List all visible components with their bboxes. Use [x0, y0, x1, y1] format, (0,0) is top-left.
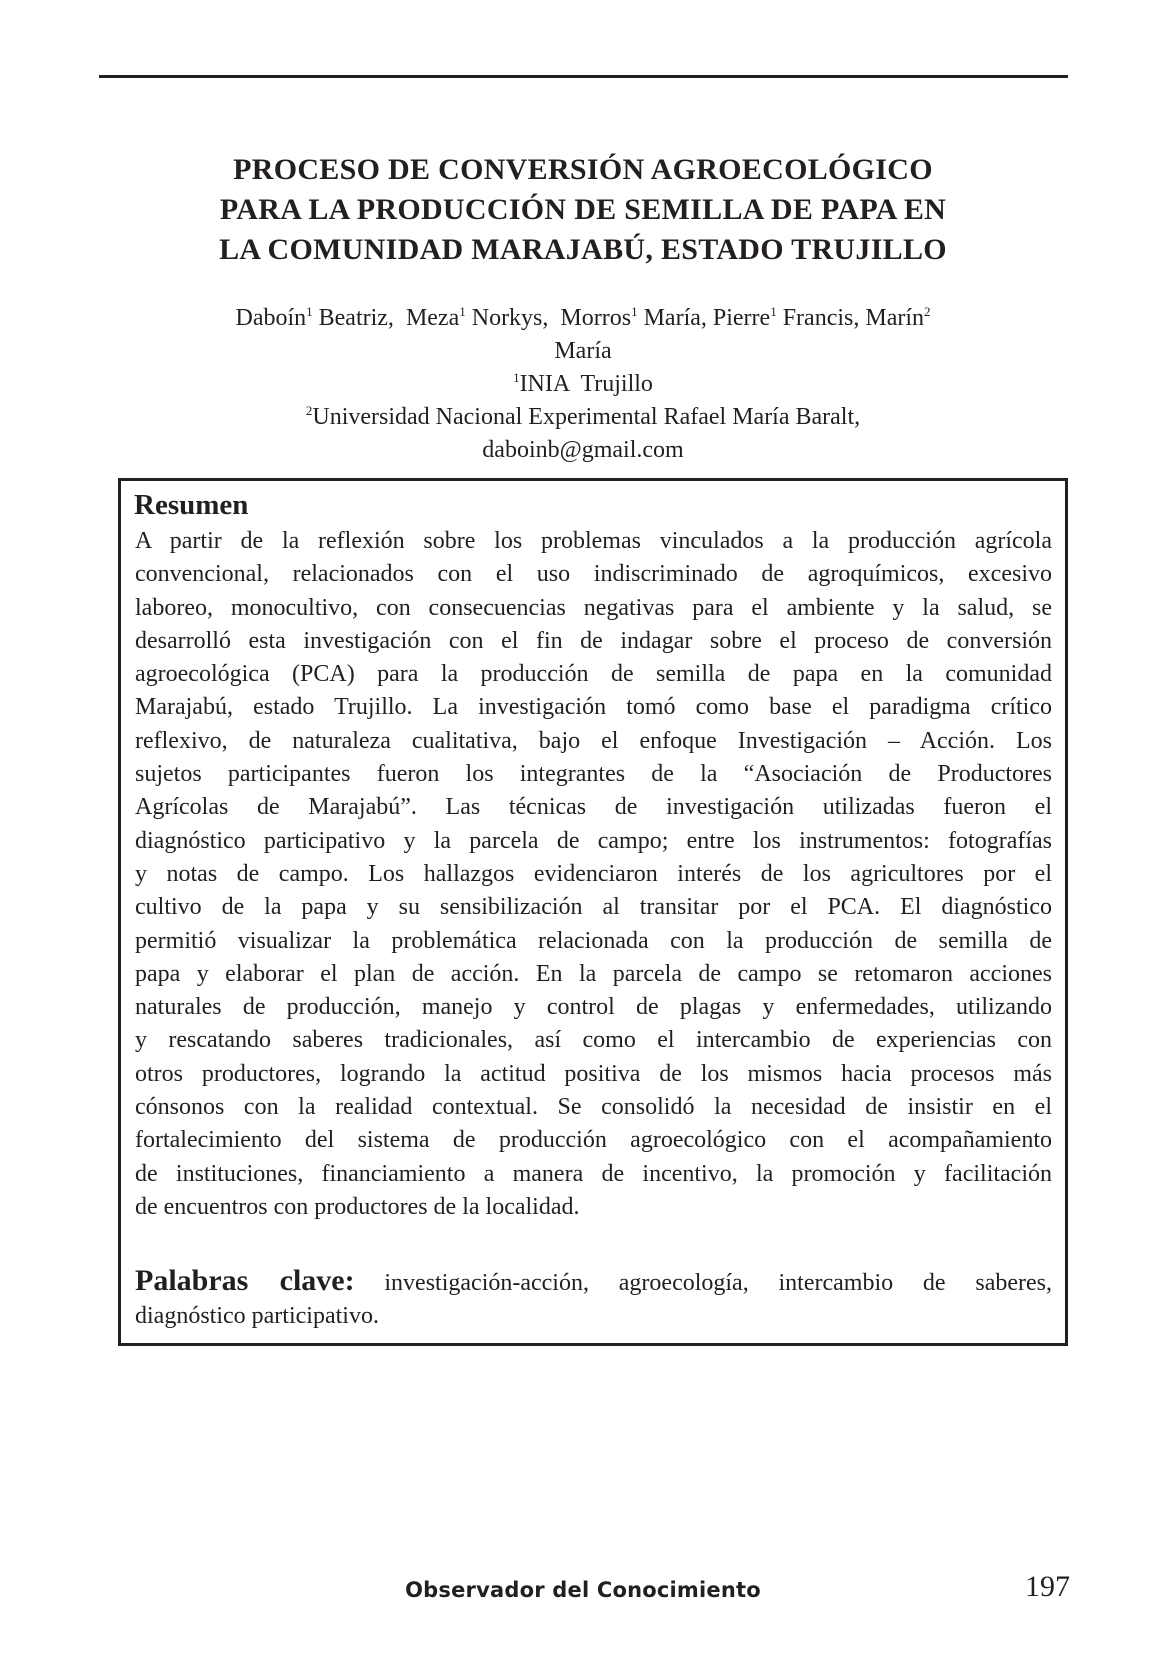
- title-line: LA COMUNIDAD MARAJABÚ, ESTADO TRUJILLO: [219, 233, 947, 266]
- abstract-line: A partir de la reflexión sobre los problemas vinculados a la producción agrícola: [135, 528, 1052, 554]
- abstract-line: Marajabú, estado Trujillo. La investigación tomó como base el paradigma crítico: [135, 694, 1052, 721]
- author-given-name: María: [554, 338, 612, 364]
- abstract-line: cultivo de la papa y su sensibilización al transitar por el PCA. El diagnóstico: [135, 894, 1052, 921]
- abstract-line: permitió visualizar la problemática relacionada con la producción de semilla de: [135, 927, 1052, 954]
- abstract-line: fortalecimiento del sistema de producción agroecológico con el acompañamiento: [135, 1127, 1052, 1154]
- keywords-line: diagnóstico participativo.: [135, 1303, 379, 1329]
- author-surname: Daboín: [235, 305, 307, 331]
- abstract-line: Agrícolas de Marajabú”. Las técnicas de investigación utilizadas fueron el: [135, 794, 1052, 821]
- abstract-line: diagnóstico participativo y la parcela de campo; entre los instrumentos: fotografías: [135, 827, 1052, 854]
- affiliation-mark: 1: [459, 304, 466, 319]
- author-given-name: María,: [643, 305, 707, 331]
- author-email[interactable]: daboinb@gmail.com: [482, 437, 684, 463]
- affiliation-text: Universidad Nacional Experimental Rafael María Baralt,: [312, 404, 861, 430]
- abstract-line: naturales de producción, manejo y control de plagas y enfermedades, utilizando: [135, 994, 1052, 1021]
- abstract-line: desarrolló esta investigación con el fin de indagar sobre el proceso de conversión: [135, 627, 1052, 654]
- author-surname: Pierre: [712, 305, 771, 331]
- abstract-line: sujetos participantes fueron los integrantes de la “Asociación de Productores: [135, 761, 1052, 788]
- author-given-name: Beatriz,: [318, 305, 394, 331]
- abstract-line: cónsonos con la realidad contextual. Se consolidó la necesidad de insistir en el: [135, 1094, 1052, 1121]
- journal-name: Observador del Conocimiento: [405, 1578, 761, 1602]
- affiliation-mark: 1: [306, 304, 313, 319]
- abstract-line: y rescatando saberes tradicionales, así como el intercambio de experiencias con: [135, 1027, 1052, 1054]
- abstract-line: agroecológica (PCA) para la producción de semilla de papa en la comunidad: [135, 661, 1052, 688]
- affiliation-mark: 2: [924, 304, 931, 319]
- author-surname: Morros: [560, 305, 632, 331]
- title-line: PARA LA PRODUCCIÓN DE SEMILLA DE PAPA EN: [219, 193, 947, 226]
- author-surname: Marín: [865, 305, 925, 331]
- keywords: [135, 1264, 1052, 1333]
- author-line: [100, 335, 1066, 368]
- author-surname: Meza: [405, 305, 460, 331]
- affiliation-line: [100, 368, 1066, 401]
- affiliation-mark: 1: [513, 370, 520, 385]
- keywords-text: investigación-acción, agroecología, intercambio de saberes,: [384, 1270, 1052, 1296]
- abstract-line: convencional, relacionados con el uso indiscriminado de agroquímicos, excesivo: [135, 561, 1052, 588]
- affiliation-mark: 2: [305, 403, 313, 418]
- top-rule: [99, 75, 1068, 78]
- author-line: [100, 302, 1066, 335]
- abstract-line: reflexivo, de naturaleza cualitativa, bajo el enfoque Investigación – Acción. Los: [135, 727, 1052, 754]
- author-given-name: Francis,: [782, 305, 860, 331]
- abstract-line: y notas de campo. Los hallazgos evidenciaron interés de los agricultores por el: [135, 860, 1052, 887]
- affiliation-mark: 1: [770, 304, 777, 319]
- paper-title: [100, 150, 1066, 270]
- keywords-label: Palabras clave:: [135, 1264, 355, 1297]
- abstract-line: otros productores, logrando la actitud positiva de los mismos hacia procesos más: [135, 1060, 1052, 1087]
- title-line: PROCESO DE CONVERSIÓN AGROECOLÓGICO: [233, 153, 933, 186]
- abstract-line: de instituciones, financiamiento a manera de incentivo, la promoción y facilitación: [135, 1160, 1052, 1187]
- page-number: 197: [1025, 1570, 1070, 1603]
- author-given-name: Norkys,: [471, 305, 549, 331]
- keywords-line: [135, 1264, 1052, 1300]
- affiliation-mark: 1: [631, 304, 638, 319]
- affiliation-line: [100, 401, 1066, 434]
- abstract-line: laboreo, monocultivo, con consecuencias negativas para el ambiente y la salud, se: [135, 594, 1052, 621]
- abstract-line: de encuentros con productores de la localidad.: [135, 1193, 580, 1220]
- abstract-body: [135, 525, 1052, 1224]
- affiliation-text: INIA Trujillo: [519, 371, 653, 397]
- author-block: [100, 302, 1066, 467]
- abstract-line: papa y elaborar el plan de acción. En la parcela de campo se retomaron acciones: [135, 960, 1052, 987]
- abstract-heading: Resumen: [134, 489, 249, 521]
